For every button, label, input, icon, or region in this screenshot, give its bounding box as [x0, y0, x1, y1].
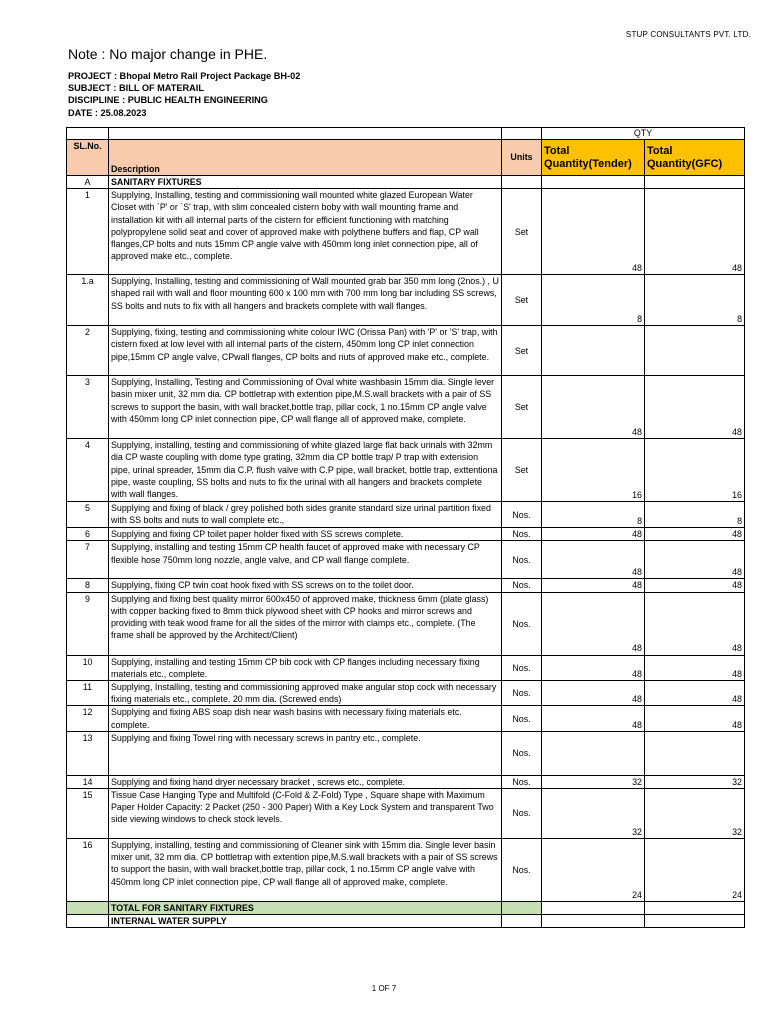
table-row: [67, 681, 745, 706]
item-sl: 7: [67, 541, 109, 579]
page-number: 1 OF 7: [371, 984, 397, 993]
item-unit: Nos.: [502, 579, 542, 592]
section-a-title: SANITARY FIXTURES: [109, 176, 502, 189]
header-blank: [109, 128, 502, 140]
item-unit: Nos.: [502, 839, 542, 902]
table-row: [67, 275, 745, 326]
empty-cell: [645, 915, 745, 928]
item-qty-tender: 8: [542, 275, 645, 326]
item-qty-tender: 48: [542, 706, 645, 731]
table-row: [67, 592, 745, 655]
item-description: Supplying and fixing CP toilet paper holder fixed with SS screws complete.: [109, 528, 502, 541]
item-unit: Nos.: [502, 541, 542, 579]
item-qty-gfc: 48: [645, 592, 745, 655]
table-row: [67, 326, 745, 376]
item-description: Supplying and fixing best quality mirror 600x450 of approved make, thickness 6mm (plate glass) with copper backing fixed to 8mm thick plywood sheet with CP hooks and mirror screws and providing with teak wood frame for all the sides of the mirror with clamps etc., complete. (The frame shall be approved by the Architect/Client): [109, 592, 502, 655]
item-unit: Nos.: [502, 528, 542, 541]
item-description: Supplying, installing, testing and commissioning of white glazed large flat back urinals with 32mm dia CP waste coupling with dome type grating, 32mm dia CP bottle trap/ P trap with extension pipe, urinal spreader, 15mm dia C.P. flush valve with C.P pipe, wall bracket, bottle trap, exttentiona pipe, waste coupling, SS bolts and nuts to fix the urinal with all hangers and brackets complete with wall flanges.: [109, 439, 502, 502]
table-row: [67, 775, 745, 788]
item-description: Tissue Case Hanging Type and Multifold (C-Fold & Z-Fold) Type , Square shape with Maximum Paper Holder Capacity: 2 Packet (250 - 300 Paper) With a Key Lock System and transparent Two side viewing windows to check stock levels.: [109, 789, 502, 839]
item-description: Supplying and fixing ABS soap dish near wash basins with necessary fixing materials etc. complete.: [109, 706, 502, 731]
item-description: Supplying and fixing Towel ring with necessary screws in pantry etc., complete.: [109, 731, 502, 775]
item-sl: 1: [67, 189, 109, 275]
item-unit: Set: [502, 189, 542, 275]
item-qty-gfc: 48: [645, 528, 745, 541]
item-qty-gfc: [645, 326, 745, 376]
item-description: Supplying, installing, testing and commissioning of Cleaner sink with 15mm dia. Single lever basin mixer unit, 32 mm dia. CP bottletrap with extention pipe,M.S.wall brackets with a pair of SS screws to support the basin, with wall bracket,bottle trap, pillar cock, 1 no.15mm CP angle valve with 450mm long CP inlet connection pipe, CP wall flange all of approved make, complete.: [109, 839, 502, 902]
header-blank: [67, 128, 109, 140]
item-sl: 16: [67, 839, 109, 902]
item-qty-gfc: 48: [645, 189, 745, 275]
empty-cell: [542, 902, 645, 915]
col-header-tender: Total Quantity(Tender): [542, 140, 645, 176]
item-qty-tender: 32: [542, 775, 645, 788]
item-description: Supplying and fixing of black / grey polished both sides granite standard size urinal partition fixed with SS bolts and nuts to wall complete etc.,: [109, 502, 502, 528]
item-sl: 2: [67, 326, 109, 376]
item-qty-gfc: 48: [645, 376, 745, 439]
item-sl: 13: [67, 731, 109, 775]
company-name: STUP CONSULTANTS PVT. LTD.: [625, 30, 751, 39]
item-unit: Set: [502, 439, 542, 502]
item-unit: Nos.: [502, 681, 542, 706]
col-header-gfc: Total Quantity(GFC): [645, 140, 745, 176]
item-description: Supplying, fixing CP twin coat hook fixed with SS screws on to the toilet door.: [109, 579, 502, 592]
item-description: Supplying and fixing hand dryer necessary bracket , screws etc., complete.: [109, 775, 502, 788]
item-qty-tender: 8: [542, 502, 645, 528]
item-sl: 14: [67, 775, 109, 788]
table-row: [67, 706, 745, 731]
item-qty-tender: 48: [542, 681, 645, 706]
item-unit: Nos.: [502, 731, 542, 775]
item-qty-gfc: 8: [645, 275, 745, 326]
total-units-cell: [502, 902, 542, 915]
item-qty-gfc: 48: [645, 681, 745, 706]
item-qty-tender: 48: [542, 655, 645, 680]
discipline-line: DISCIPLINE : PUBLIC HEALTH ENGINEERING: [68, 95, 268, 106]
total-label: TOTAL FOR SANITARY FIXTURES: [109, 902, 502, 915]
item-qty-gfc: 32: [645, 775, 745, 788]
col-header-description: Description: [109, 140, 502, 176]
item-qty-tender: [542, 326, 645, 376]
table-row: [67, 189, 745, 275]
bill-of-material-table: [66, 127, 745, 928]
item-qty-tender: 24: [542, 839, 645, 902]
item-sl: 12: [67, 706, 109, 731]
item-qty-gfc: 48: [645, 655, 745, 680]
table-row: [67, 655, 745, 680]
col-header-units: Units: [502, 140, 542, 176]
item-unit: Nos.: [502, 789, 542, 839]
col-header-sl: SL.No.: [67, 140, 109, 176]
item-qty-tender: [542, 731, 645, 775]
table-row: [67, 579, 745, 592]
empty-cell: [67, 915, 109, 928]
item-description: Supplying, Installing, testing and commissioning wall mounted white glazed European Water Closet with `P' or `S' trap, with slim concealed cistern boby with wall mounting frame and installation kit with all internal parts of the cistern for efficient functioning with matching polypropylene solid seat and cover of approved make with polythene buffers and flap, CP wall flanges,CP bolts and nuts 15mm CP angle valve with 450mm long inlet connection pipe, all of approved make etc., complete.: [109, 189, 502, 275]
item-qty-tender: 48: [542, 189, 645, 275]
item-qty-tender: 48: [542, 579, 645, 592]
subject-line: SUBJECT : BILL OF MATERAIL: [68, 83, 204, 94]
item-qty-tender: 48: [542, 376, 645, 439]
item-unit: Nos.: [502, 502, 542, 528]
item-sl: 5: [67, 502, 109, 528]
item-qty-tender: 48: [542, 592, 645, 655]
page-note: Note : No major change in PHE.: [68, 46, 268, 62]
date-line: DATE : 25.08.2023: [68, 107, 147, 118]
item-qty-tender: 48: [542, 528, 645, 541]
item-sl: 6: [67, 528, 109, 541]
item-unit: Set: [502, 376, 542, 439]
item-qty-gfc: 48: [645, 541, 745, 579]
empty-cell: [645, 902, 745, 915]
item-qty-gfc: 24: [645, 839, 745, 902]
next-section-title: INTERNAL WATER SUPPLY: [109, 915, 502, 928]
item-description: Supplying, installing and testing 15mm CP health faucet of approved make with necessary CP flexible hose 750mm long nozzle, angle valve, and CP wall flange complete.: [109, 541, 502, 579]
item-sl: 11: [67, 681, 109, 706]
table-row: [67, 789, 745, 839]
table-row: [67, 839, 745, 902]
item-qty-gfc: [645, 731, 745, 775]
header-blank: [502, 128, 542, 140]
table-row: [67, 541, 745, 579]
item-qty-tender: 48: [542, 541, 645, 579]
section-a-sl: A: [67, 176, 109, 189]
item-sl: 15: [67, 789, 109, 839]
table-row: [67, 376, 745, 439]
item-sl: 8: [67, 579, 109, 592]
empty-cell: [502, 915, 542, 928]
empty-cell: [645, 176, 745, 189]
project-line: PROJECT : Bhopal Metro Rail Project Package BH-02: [68, 71, 301, 81]
item-unit: Nos.: [502, 706, 542, 731]
item-sl: 3: [67, 376, 109, 439]
item-qty-gfc: 32: [645, 789, 745, 839]
item-rows: [67, 189, 745, 902]
item-unit: Set: [502, 275, 542, 326]
item-qty-gfc: 16: [645, 439, 745, 502]
item-qty-tender: 16: [542, 439, 645, 502]
table-row: [67, 528, 745, 541]
empty-cell: [502, 176, 542, 189]
table-row: [67, 439, 745, 502]
qty-header: QTY: [542, 128, 745, 140]
item-unit: Nos.: [502, 775, 542, 788]
table-row: [67, 502, 745, 528]
item-description: Supplying, Installing, testing and commissioning of Wall mounted grab bar 350 mm long (2nos.) , U shaped rail with wall and floor mounting 600 x 100 mm with 700 mm long bar including SS screws, SS bolts and nuts to fix with all hangers and brackets complete with wall flanges.: [109, 275, 502, 326]
empty-cell: [542, 915, 645, 928]
item-unit: Set: [502, 326, 542, 376]
item-sl: 4: [67, 439, 109, 502]
item-qty-gfc: 48: [645, 579, 745, 592]
item-unit: Nos.: [502, 655, 542, 680]
item-description: Supplying, installing and testing 15mm CP bib cock with CP flanges including necessary fixing materials etc., complete.: [109, 655, 502, 680]
item-qty-tender: 32: [542, 789, 645, 839]
total-sl-cell: [67, 902, 109, 915]
item-qty-gfc: 8: [645, 502, 745, 528]
item-description: Supplying, fixing, testing and commissioning white colour IWC (Orissa Pan) with 'P' or 'S' trap, with cistern fixed at low level with all internal parts of the cistern, 450mm long CP inlet connection pipe,15mm CP angle valve, CPwall flanges, CP bolts and nuts of approved make etc., complete.: [109, 326, 502, 376]
document-meta: [68, 70, 300, 119]
item-unit: Nos.: [502, 592, 542, 655]
item-sl: 9: [67, 592, 109, 655]
item-sl: 10: [67, 655, 109, 680]
item-description: Supplying, Installing, testing and commissioning approved make angular stop cock with necessary fixing materials etc., complete. 20 mm dia. (Screwed ends): [109, 681, 502, 706]
item-qty-gfc: 48: [645, 706, 745, 731]
item-description: Supplying, Installing, Testing and Commissioning of Oval white washbasin 15mm dia. Single lever basin mixer unit, 32 mm dia. CP bottletrap with extention pipe,M.S.wall brackets with a pair of SS screws to support the basin, with wall bracket,bottle trap, pillar cock, 1 no.15mm CP angle valve with 450mm long CP inlet connection pipe, CP wall flange all of approved make, complete.: [109, 376, 502, 439]
table-row: [67, 731, 745, 775]
item-sl: 1.a: [67, 275, 109, 326]
empty-cell: [542, 176, 645, 189]
